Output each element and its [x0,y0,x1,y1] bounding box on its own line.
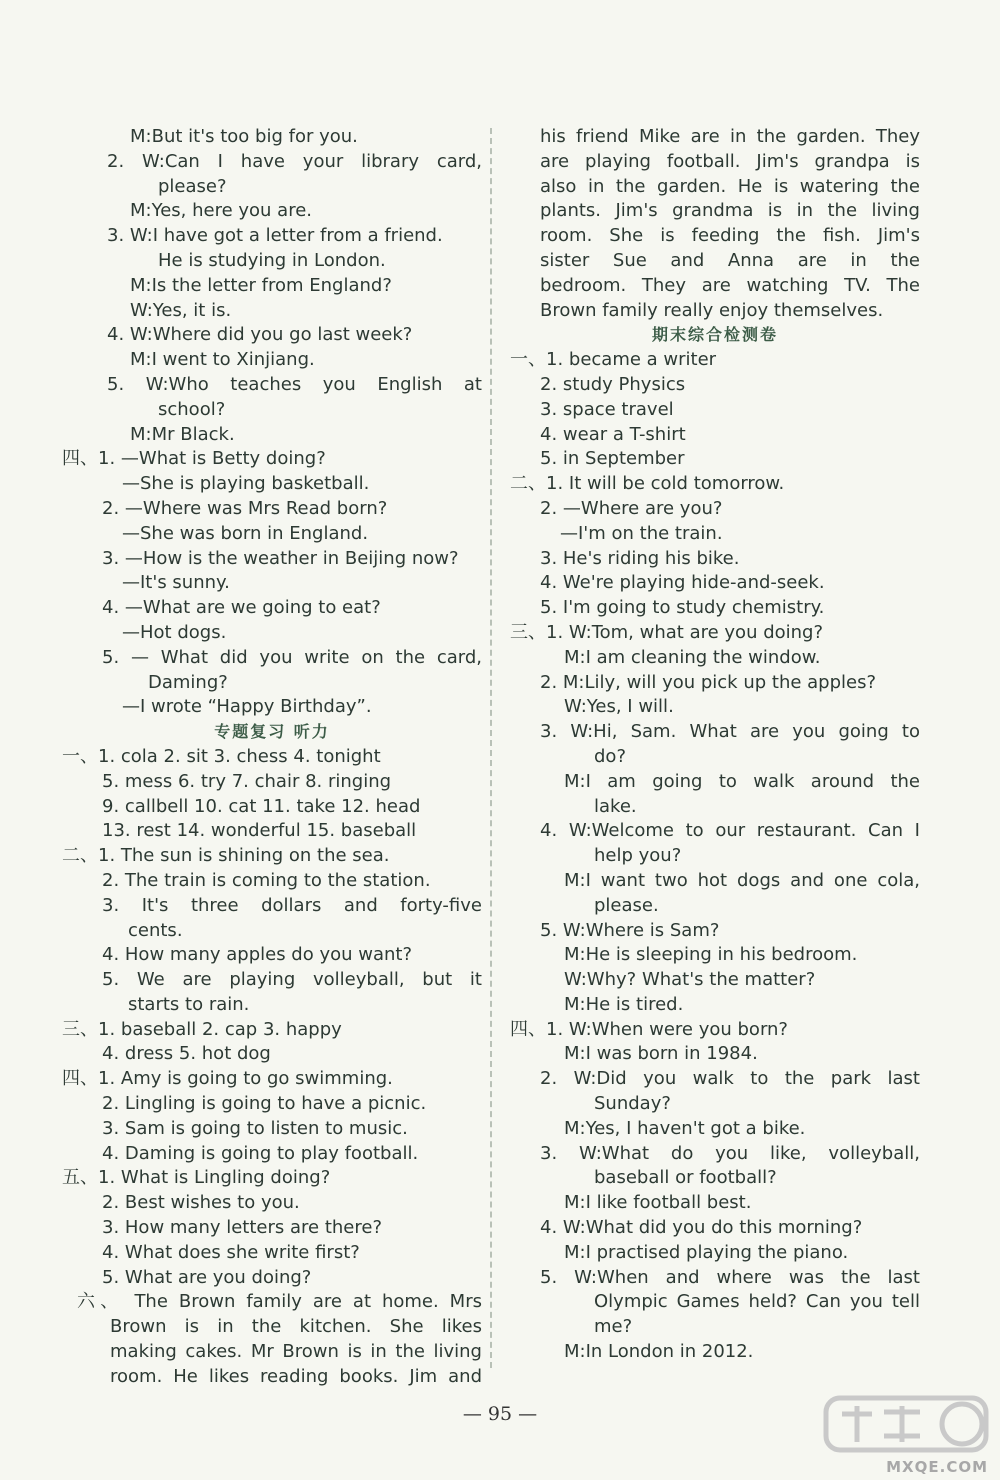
answer-line: M:Is the letter from England? [130,274,392,296]
answer-line: 5. W:Who teaches you English at [107,373,482,395]
answer-line: W:Yes, I will. [564,696,674,718]
answer-line: plants. Jim's grandma is in the living [540,200,920,222]
answer-line: M:I am going to walk around the [564,770,920,792]
answer-line: M:But it's too big for you. [130,126,358,147]
answer-line: making cakes. Mr Brown is in the living [110,1341,482,1363]
answer-line: 5. in September [540,448,685,470]
watermark-logo [822,1392,994,1476]
answer-line: bedroom. They are watching TV. The [540,274,920,296]
watermark-stamp-icon [822,1392,994,1456]
answer-line: are playing football. Jim's grandpa is [540,150,920,172]
answer-line: 六、 The Brown family are at home. Mrs [77,1291,482,1313]
watermark-text: MXQE.COM [886,1458,988,1476]
answer-line: 四、1. —What is Betty doing? [62,448,326,470]
answer-line: M:He is tired. [564,993,684,1015]
answer-line: 三、1. W:Tom, what are you doing? [510,621,824,643]
answer-line: —She is playing basketball. [122,473,370,495]
answer-line: 4. dress 5. hot dog [102,1043,271,1065]
answer-line: me? [594,1316,633,1338]
answer-line: 3. How many letters are there? [102,1217,383,1239]
answer-line: —She was born in England. [122,522,369,544]
answer-line: also in the garden. He is watering the [540,175,920,197]
answer-line: M:Yes, here you are. [130,200,313,222]
answer-line: 一、1. cola 2. sit 3. chess 4. tonight [62,745,381,767]
answer-line: M:I like football best. [564,1192,752,1214]
answer-line: lake. [594,795,637,817]
answer-line: 4. Daming is going to play football. [102,1142,419,1164]
answer-line: M:I am cleaning the window. [564,646,821,668]
answer-line: 9. callbell 10. cat 11. take 12. head [102,795,421,817]
right-column [510,125,920,1365]
answer-line: 3. W:I have got a letter from a friend. [107,225,443,247]
answer-line: baseball or football? [594,1167,777,1189]
answer-line: 四、1. W:When were you born? [510,1018,788,1040]
answer-line: his friend Mike are in the garden. They [540,126,920,147]
answer-line: 2. The train is coming to the station. [102,869,431,891]
answer-line: 2. Lingling is going to have a picnic. [102,1093,427,1115]
answer-line: 4. —What are we going to eat? [102,597,381,619]
answer-line: —I'm on the train. [560,522,723,544]
answer-line: —Hot dogs. [122,621,227,643]
answer-line: 3. W:Hi, Sam. What are you going to [540,721,920,743]
answer-line: —It's sunny. [122,572,230,594]
answer-line: 5. We are playing volleyball, but it [102,969,482,991]
answer-line: Brown is in the kitchen. She likes [110,1316,482,1338]
answer-line: W:Why? What's the matter? [564,969,816,991]
answer-line: 四、1. Amy is going to go swimming. [62,1068,393,1090]
answer-line: 5. — What did you write on the card, [102,646,482,668]
answer-line: 2. M:Lily, will you pick up the apples? [540,671,877,693]
answer-line: cents. [128,919,183,941]
answer-line: room. He likes reading books. Jim and [110,1365,482,1387]
answer-line: M:I went to Xinjiang. [130,349,315,371]
left-column [62,125,482,1390]
answer-line: Olympic Games held? Can you tell [594,1291,920,1313]
answer-line: Brown family really enjoy themselves. [540,299,884,321]
answer-line: M:I want two hot dogs and one cola, [564,869,920,891]
answer-line: please. [594,894,659,916]
answer-line: help you? [594,845,682,867]
answer-line: do? [594,745,626,767]
answer-line: starts to rain. [128,993,250,1015]
answer-line: Daming? [148,671,228,693]
answer-line: M:In London in 2012. [564,1341,754,1363]
answer-line: 5. I'm going to study chemistry. [540,597,825,619]
answer-line: 4. What does she write first? [102,1241,360,1263]
answer-line: 2. —Where was Mrs Read born? [102,497,388,519]
answer-line: M:Mr Black. [130,423,235,445]
answer-line: 三、1. baseball 2. cap 3. happy [62,1018,342,1040]
answer-line: 2. —Where are you? [540,497,723,519]
answer-line: 2. Best wishes to you. [102,1192,300,1214]
answer-line: 2. study Physics [540,373,686,395]
answer-line: 3. He's riding his bike. [540,547,740,569]
section-heading: 期末综合检测卷 [651,325,778,345]
answer-line: —I wrote “Happy Birthday”. [122,696,372,718]
answer-line: 4. W:Where did you go last week? [107,324,413,346]
answer-line: 5. What are you doing? [102,1266,312,1288]
answer-line: 4. How many apples do you want? [102,944,413,966]
answer-line: 二、1. The sun is shining on the sea. [62,845,390,867]
answer-line: 2. W:Can I have your library card, [107,150,482,172]
answer-line: please? [158,175,227,197]
answer-line: W:Yes, it is. [130,299,232,321]
answer-line: sister Sue and Anna are in the [540,249,920,271]
section-heading: 专题复习 听力 [214,722,330,742]
answer-line: 4. wear a T-shirt [540,423,686,445]
answer-line: M:I was born in 1984. [564,1043,758,1065]
answer-line: 4. W:Welcome to our restaurant. Can I [540,820,920,842]
answer-line: M:I practised playing the piano. [564,1241,849,1263]
answer-line: 5. W:Where is Sam? [540,919,720,941]
answer-line: 二、1. It will be cold tomorrow. [510,473,785,495]
answer-line: 4. W:What did you do this morning? [540,1217,863,1239]
answer-line: 3. W:What do you like, volleyball, [540,1142,920,1164]
answer-line: Sunday? [594,1093,671,1115]
answer-line: 五、1. What is Lingling doing? [62,1167,331,1189]
answer-line: M:Yes, I haven't got a bike. [564,1117,806,1139]
answer-line: 3. —How is the weather in Beijing now? [102,547,459,569]
answer-line: school? [158,398,226,420]
column-divider [490,128,492,1368]
answer-line: 13. rest 14. wonderful 15. baseball [102,820,417,842]
answer-line: room. She is feeding the fish. Jim's [540,225,920,247]
answer-line: He is studying in London. [158,249,386,271]
answer-line: 3. space travel [540,398,674,420]
answer-line: M:He is sleeping in his bedroom. [564,944,858,966]
answer-line: 4. We're playing hide-and-seek. [540,572,825,594]
answer-line: 5. mess 6. try 7. chair 8. ringing [102,770,392,792]
answer-line: 2. W:Did you walk to the park last [540,1068,920,1090]
answer-line: 3. Sam is going to listen to music. [102,1117,408,1139]
answer-line: 一、1. became a writer [510,349,717,371]
answer-line: 3. It's three dollars and forty-five [102,894,482,916]
answer-line: 5. W:When and where was the last [540,1266,920,1288]
page-number: — 95 — [462,1403,538,1425]
